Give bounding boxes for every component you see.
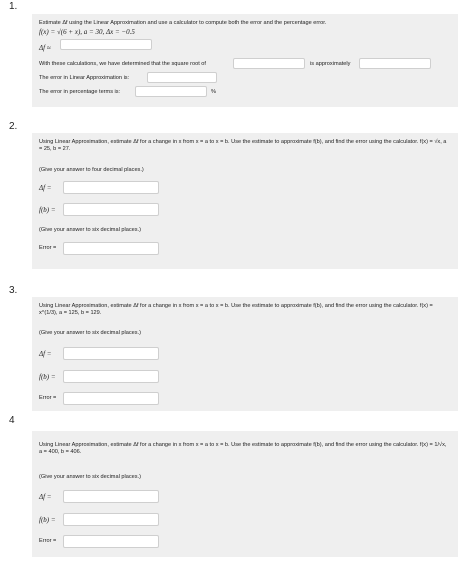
error-label: Error =	[39, 538, 57, 544]
answer-note: (Give your answer to six decimal places.)	[39, 474, 141, 480]
f-of-b-label: f(b) =	[39, 206, 56, 214]
problem-intro: Using Linear Approximation, estimate Δf for a change in x from x = a to x = b. Use the estimate to approximate f(b), and find the error using the calculator. f(x) = x^(1/3), a = 125, b = 129.	[39, 303, 433, 316]
percent-error-label: The error in percentage terms is:	[39, 89, 121, 95]
f-of-b-label: f(b) =	[39, 516, 56, 524]
error-label: Error =	[39, 395, 57, 401]
percent-error-input[interactable]	[135, 86, 207, 97]
calc-text: With these calculations, we have determined that the square root of	[39, 61, 206, 67]
delta-f-label: Δf ≈	[39, 44, 51, 52]
problem-number: 4	[9, 415, 15, 426]
problem-intro: Using Linear Approximation, estimate Δf for a change in x from x = a to x = b. Use the estimate to approximate f(b), and find the error using the calculator. f(x) = √x, a = 25, b = 27.	[39, 139, 447, 152]
problem-number: 3.	[9, 285, 18, 296]
error-label: Error =	[39, 245, 57, 251]
f-of-b-input[interactable]	[63, 513, 159, 526]
problem-number: 1.	[9, 1, 18, 12]
problem-panel	[32, 133, 458, 269]
f-of-b-input[interactable]	[63, 370, 159, 383]
error-input[interactable]	[63, 242, 159, 255]
delta-f-label: Δf =	[39, 184, 52, 192]
f-of-b-input[interactable]	[63, 203, 159, 216]
answer-note: (Give your answer to six decimal places.)	[39, 330, 141, 336]
delta-f-input[interactable]	[63, 347, 159, 360]
percent-unit: %	[211, 89, 216, 95]
answer-note: (Give your answer to six decimal places.)	[39, 227, 141, 233]
problem-number: 2.	[9, 121, 18, 132]
delta-f-input[interactable]	[60, 39, 152, 50]
problem-intro: Using Linear Approximation, estimate Δf for a change in x from x = a to x = b. Use the estimate to approximate f(b), and find the error using the calculator. f(x) = 1/√x, a = 400, b = 406.	[39, 442, 447, 455]
problem-intro: Estimate Δf using the Linear Approximation and use a calculator to compute both the error and the percentage error.	[39, 20, 327, 26]
problem-formula: f(x) = √(6 + x), a = 30, Δx = −0.5	[39, 28, 135, 36]
answer-note: (Give your answer to four decimal places.)	[39, 167, 144, 173]
delta-f-label: Δf =	[39, 350, 52, 358]
error-input[interactable]	[63, 392, 159, 405]
delta-f-input[interactable]	[63, 181, 159, 194]
problem-panel	[32, 14, 458, 107]
sqrt-argument-input[interactable]	[233, 58, 305, 69]
error-input[interactable]	[147, 72, 217, 83]
approx-text: is approximately	[310, 61, 351, 67]
problem-panel	[32, 297, 458, 411]
delta-f-label: Δf =	[39, 493, 52, 501]
sqrt-value-input[interactable]	[359, 58, 431, 69]
error-input[interactable]	[63, 535, 159, 548]
error-label: The error in Linear Approximation is:	[39, 75, 130, 81]
problem-panel	[32, 431, 458, 557]
f-of-b-label: f(b) =	[39, 373, 56, 381]
delta-f-input[interactable]	[63, 490, 159, 503]
